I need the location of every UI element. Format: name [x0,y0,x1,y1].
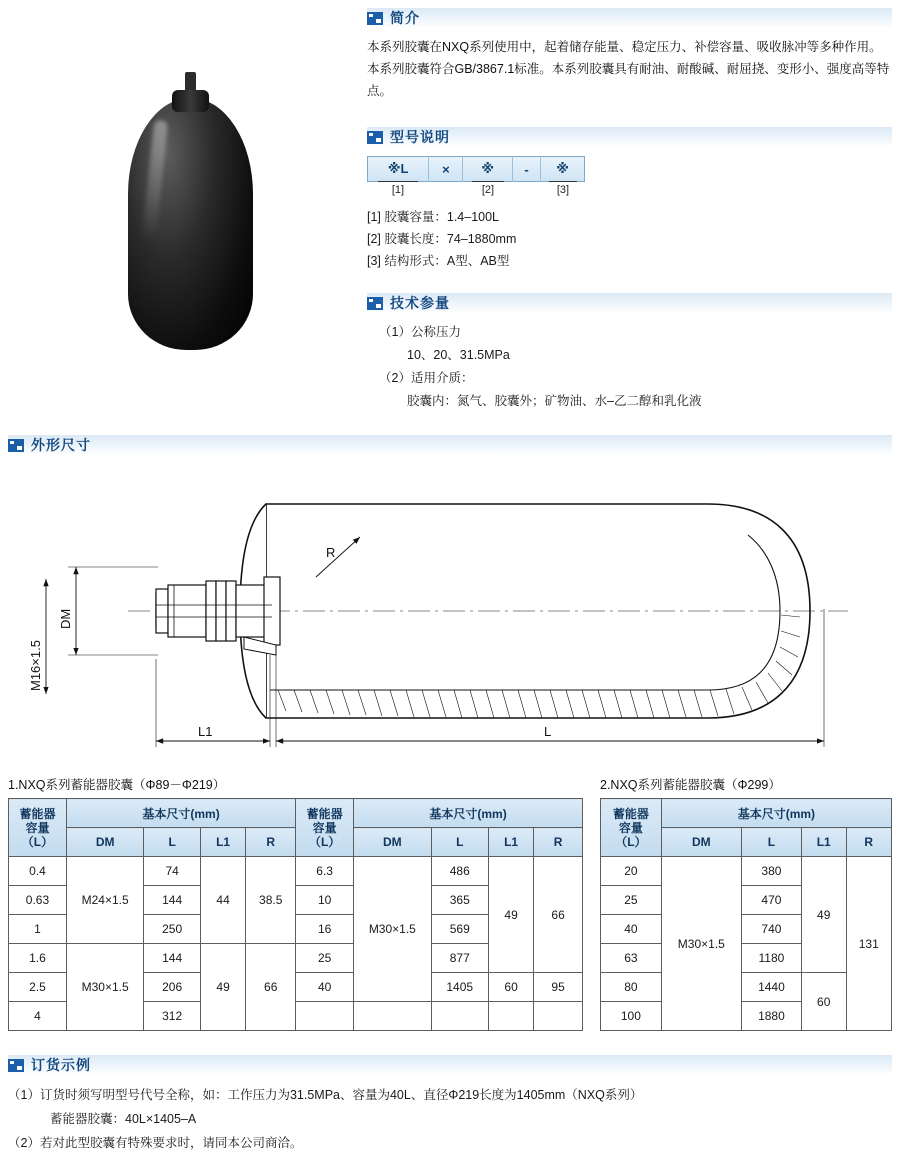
product-photo [0,0,355,430]
order-line-2: 蓄能器胶囊：40L×1405–A [50,1112,197,1126]
t1-r-cap-4: 40 [296,973,354,1002]
model-legend-spacer [429,184,463,196]
table1-caption: 1.NXQ系列蓄能器胶囊（Φ89－Φ219） [8,778,226,792]
section-marker-icon [8,1059,24,1072]
t1-l-cap-0: 0.4 [9,857,67,886]
t1-filler-2 [354,1002,431,1031]
table1-header-basic-left: 基本尺寸(mm) [66,799,295,828]
t1-r-l-4: 1405 [431,973,488,1002]
t2-cap-3: 63 [601,944,662,973]
section-marker-icon [367,131,383,144]
table1-header-r-left: R [246,828,296,857]
t1-r-cap-2: 16 [296,915,354,944]
order-title: 订货示例 [31,1057,91,1073]
t2-l-5: 1880 [741,1002,801,1031]
table1-section [8,775,583,1031]
t2-dm-0: M30×1.5 [661,857,741,1031]
t2-l1-0: 49 [801,857,846,973]
tech-line-1: （1）公称压力 [379,325,461,339]
table1-header-l1-right: L1 [488,828,533,857]
t2-l-2: 740 [741,915,801,944]
section-marker-icon [367,12,383,25]
t1-l-cap-3: 1.6 [9,944,67,973]
header-rule [427,18,892,19]
table1-header-r-right: R [534,828,583,857]
dimension-drawing-svg [8,459,892,789]
tech-line-3: （2）适用介质： [379,371,474,385]
table1-header-l-right: L [431,828,488,857]
t2-cap-5: 100 [601,1002,662,1031]
model-code-cell-5: ※ [556,161,569,176]
model-description-lines [367,206,892,272]
model-code-cell-3: ※ [463,157,513,182]
radius-label: R [326,545,336,560]
t1-l-cap-4: 2.5 [9,973,67,1002]
tech-section-header [367,293,892,313]
table-row [9,857,583,886]
model-legend-3: [3] [541,184,585,196]
t2-cap-2: 40 [601,915,662,944]
t2-l-3: 1180 [741,944,801,973]
l1-label: L1 [198,724,213,739]
t1-l-l-2: 250 [144,915,201,944]
thread-label: M16×1.5 [28,640,43,691]
t1-l-dm-3: M30×1.5 [66,944,143,1031]
order-line-3: （2）若对此型胶囊有特殊要求时，请同本公司商洽。 [8,1136,303,1150]
section-marker-icon [8,439,24,452]
model-line-1: [1] 胶囊容量：1.4–100L [367,210,500,224]
table2-header-capacity: 蓄能器 容量 （L） [601,799,662,857]
t1-l-cap-1: 0.63 [9,886,67,915]
t1-r-cap-3: 25 [296,944,354,973]
t2-l-0: 380 [741,857,801,886]
table1 [8,798,583,1031]
t1-r-l-2: 569 [431,915,488,944]
t1-r-cap-1: 10 [296,886,354,915]
t1-filler-5 [534,1002,583,1031]
model-section-header [367,127,892,147]
intro-section [367,8,892,102]
dimension-title: 外形尺寸 [31,437,91,453]
table-row [601,857,892,886]
table1-header-l-left: L [144,828,201,857]
model-legend-row [367,184,585,196]
t2-cap-4: 80 [601,973,662,1002]
section-marker-icon [367,297,383,310]
table1-header-capacity-left: 蓄能器 容量 （L） [9,799,67,857]
t1-r-l-3: 877 [431,944,488,973]
t1-r-l-1: 365 [431,886,488,915]
t1-r-r-4: 95 [534,973,583,1002]
t1-r-r-0: 66 [534,857,583,973]
table2-header-dm: DM [661,828,741,857]
t1-l-l-4: 206 [144,973,201,1002]
l-label: L [544,724,552,739]
t1-r-dm-0: M30×1.5 [354,857,431,1002]
t1-l-l1-0: 44 [200,857,245,944]
header-rule [457,137,892,138]
table1-header-row-1 [9,799,583,828]
t1-l-r-0: 38.5 [246,857,296,944]
t1-r-l1-0: 49 [488,857,533,973]
dimension-drawing [8,459,892,789]
header-rule [457,303,892,304]
model-line-2: [2] 胶囊长度：74–1880mm [367,232,517,246]
table2-header-basic: 基本尺寸(mm) [661,799,891,828]
t1-r-cap-0: 6.3 [296,857,354,886]
order-section-header [8,1055,892,1075]
bladder-illustration [128,72,253,352]
model-code-cell-4: - [513,157,541,182]
t2-l-4: 1440 [741,973,801,1002]
t1-l-l-0: 74 [144,857,201,886]
header-rule [98,1065,892,1066]
model-section [367,127,892,272]
t1-l-l-1: 144 [144,886,201,915]
table1-header-capacity-right: 蓄能器 容量 （L） [296,799,354,857]
order-line-1: （1）订货时须写明型号代号全称，如：工作压力为31.5MPa、容量为40L、直径Φ219长度为1405mm（NXQ系列） [8,1088,643,1102]
tech-line-2: 10、20、31.5MPa [407,348,510,362]
t1-filler-4 [488,1002,533,1031]
t1-l-dm-0: M24×1.5 [66,857,143,944]
dimension-section-header [8,435,892,455]
t1-r-l1-4: 60 [488,973,533,1002]
tech-lines [367,321,892,413]
table2 [600,798,892,1031]
t1-l-l-5: 312 [144,1002,201,1031]
t1-l-cap-5: 4 [9,1002,67,1031]
t2-l-1: 470 [741,886,801,915]
t1-filler-1 [296,1002,354,1031]
order-section [8,1055,892,1155]
model-title: 型号说明 [390,129,450,145]
model-code-table [367,156,585,182]
model-legend-2: [2] [463,184,513,196]
t1-l-cap-2: 1 [9,915,67,944]
dimension-section [8,435,892,789]
t1-l-l1-3: 49 [200,944,245,1031]
tech-title: 技术参量 [390,295,450,311]
t2-cap-0: 20 [601,857,662,886]
tech-line-4: 胶囊内：氮气、胶囊外；矿物油、水–乙二醇和乳化液 [407,394,702,408]
model-code-row [368,157,585,182]
model-legend-1: [1] [367,184,429,196]
table2-caption: 2.NXQ系列蓄能器胶囊（Φ299） [600,778,781,792]
table2-header-l: L [741,828,801,857]
bladder-neck [172,90,209,112]
header-rule [98,445,892,446]
table1-header-dm-left: DM [66,828,143,857]
table2-section [600,775,892,1031]
dm-label: DM [58,608,73,629]
t2-r-0: 131 [846,857,891,1031]
intro-section-header [367,8,892,28]
table2-header-row-1 [601,799,892,828]
t1-filler-3 [431,1002,488,1031]
model-code-cell-1: ※L [368,157,429,182]
order-lines [8,1083,892,1155]
t2-cap-1: 25 [601,886,662,915]
table1-header-l1-left: L1 [200,828,245,857]
table2-header-r: R [846,828,891,857]
table2-header-l1: L1 [801,828,846,857]
table1-header-row-2 [9,828,583,857]
t2-l1-4: 60 [801,973,846,1031]
model-line-3: [3] 结构形式：A型、AB型 [367,254,510,268]
t1-l-l-3: 144 [144,944,201,973]
model-code-cell-2: × [429,157,463,182]
t1-r-l-0: 486 [431,857,488,886]
intro-title: 简介 [390,10,420,26]
intro-paragraph: 本系列胶囊在NXQ系列使用中，起着储存能量、稳定压力、补偿容量、吸收脉冲等多种作用。本系列胶囊符合GB/3867.1标准。本系列胶囊具有耐油、耐酸碱、耐屈挠、变形小、强度高等特点。 [367,40,890,98]
table1-header-dm-right: DM [354,828,431,857]
table1-header-basic-right: 基本尺寸(mm) [354,799,583,828]
t1-l-r-3: 66 [246,944,296,1031]
model-legend-spacer-2 [513,184,541,196]
tech-section [367,293,892,413]
